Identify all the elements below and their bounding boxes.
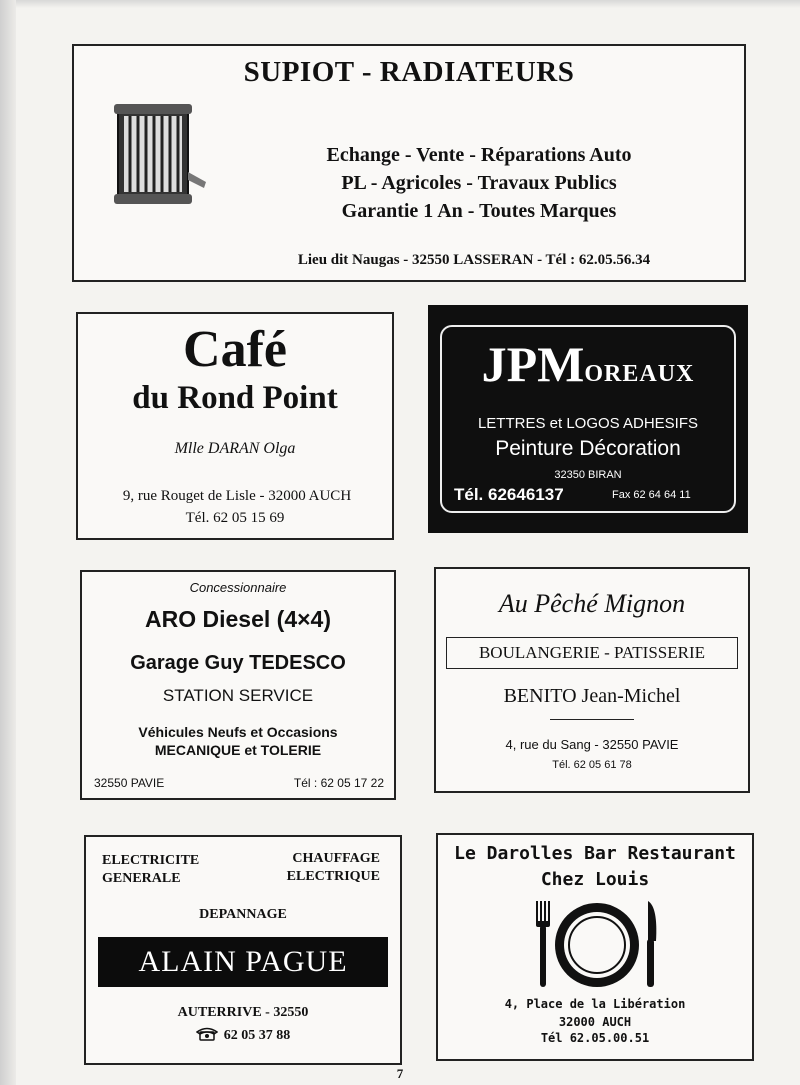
ad-au-peche-mignon bbox=[434, 567, 750, 793]
ad-phone: Tél. 62 05 61 78 bbox=[552, 759, 632, 771]
ad-owner: BENITO Jean-Michel bbox=[503, 685, 681, 707]
ad-city: 32350 BIRAN bbox=[554, 469, 622, 481]
ad-address: Lieu dit Naugas - 32550 LASSERAN - Tél : 62.05.56.34 bbox=[297, 252, 651, 268]
ad-title: Chez Louis bbox=[540, 869, 650, 890]
ad-title: ARO Diesel (4×4) bbox=[145, 606, 331, 632]
ad-line: CHAUFFAGE bbox=[292, 851, 380, 866]
ad-line: PL - Agricoles - Travaux Publics bbox=[341, 172, 617, 194]
ad-title: SUPIOT - RADIATEURS bbox=[243, 56, 575, 88]
ad-phone: Tél. 62 05 15 69 bbox=[185, 510, 285, 526]
radiator-icon bbox=[112, 102, 212, 212]
ad-line: MECANIQUE et TOLERIE bbox=[154, 742, 322, 758]
ad-jpm-oreaux bbox=[428, 305, 748, 533]
ad-alain-pague bbox=[84, 835, 402, 1065]
divider bbox=[550, 719, 634, 720]
ad-fax: Fax 62 64 64 11 bbox=[612, 489, 691, 501]
ad-address: 4, Place de la Libération bbox=[504, 997, 686, 1011]
ad-title: Garage Guy TEDESCO bbox=[130, 652, 346, 674]
ad-line: Echange - Vente - Réparations Auto bbox=[326, 144, 632, 166]
ad-line: Peinture Décoration bbox=[495, 437, 681, 460]
ad-line: STATION SERVICE bbox=[162, 686, 314, 705]
ad-line: DEPANNAGE bbox=[199, 907, 287, 922]
ad-phone: Tél : 62 05 17 22 bbox=[293, 776, 384, 790]
ad-title: Café bbox=[183, 321, 287, 378]
ad-address: 4, rue du Sang - 32550 PAVIE bbox=[505, 737, 679, 752]
ad-city: AUTERRIVE - 32550 bbox=[177, 1005, 309, 1020]
logo-initials: JPM bbox=[481, 336, 585, 392]
ad-aro-diesel bbox=[80, 570, 396, 800]
ad-phone-line bbox=[86, 1027, 400, 1044]
ad-subtitle: Concessionnaire bbox=[189, 580, 287, 595]
plate-cutlery-icon bbox=[530, 897, 664, 991]
ad-line: Véhicules Neufs et Occasions bbox=[138, 724, 338, 740]
ad-phone: Tél 62.05.00.51 bbox=[540, 1031, 650, 1045]
ad-title: du Rond Point bbox=[132, 380, 338, 416]
telephone-icon bbox=[196, 1027, 218, 1041]
ad-owner: Mlle DARAN Olga bbox=[174, 440, 296, 457]
ad-supiot-radiateurs bbox=[72, 44, 746, 282]
ad-city: 32550 PAVIE bbox=[94, 776, 165, 790]
ad-line: ELECTRIQUE bbox=[286, 869, 380, 884]
page-binding-edge bbox=[0, 0, 16, 1085]
ad-line: ELECTRICITE bbox=[102, 853, 200, 868]
page-number: 7 bbox=[396, 1066, 404, 1081]
ad-phone: 62 05 37 88 bbox=[223, 1028, 291, 1043]
ad-subtitle-box: BOULANGERIE - PATISSERIE bbox=[446, 637, 738, 669]
ad-line: Garantie 1 An - Toutes Marques bbox=[341, 200, 617, 222]
ad-title: Au Pêché Mignon bbox=[498, 589, 686, 618]
ad-city: 32000 AUCH bbox=[558, 1015, 632, 1029]
name-banner bbox=[98, 937, 388, 987]
logo-rest: OREAUX bbox=[584, 361, 695, 387]
ad-line: GENERALE bbox=[102, 871, 181, 886]
ad-phone: Tél. 62646137 bbox=[454, 485, 564, 504]
ad-logo bbox=[430, 335, 746, 393]
ad-cafe-du-rond-point bbox=[76, 312, 394, 540]
ad-line: LETTRES et LOGOS ADHESIFS bbox=[477, 415, 699, 432]
ad-address: 9, rue Rouget de Lisle - 32000 AUCH bbox=[122, 488, 352, 504]
ad-le-darolles bbox=[436, 833, 754, 1061]
ad-title: Le Darolles Bar Restaurant bbox=[454, 843, 736, 864]
ad-title: ALAIN PAGUE bbox=[138, 945, 348, 978]
page-edge bbox=[0, 0, 800, 8]
